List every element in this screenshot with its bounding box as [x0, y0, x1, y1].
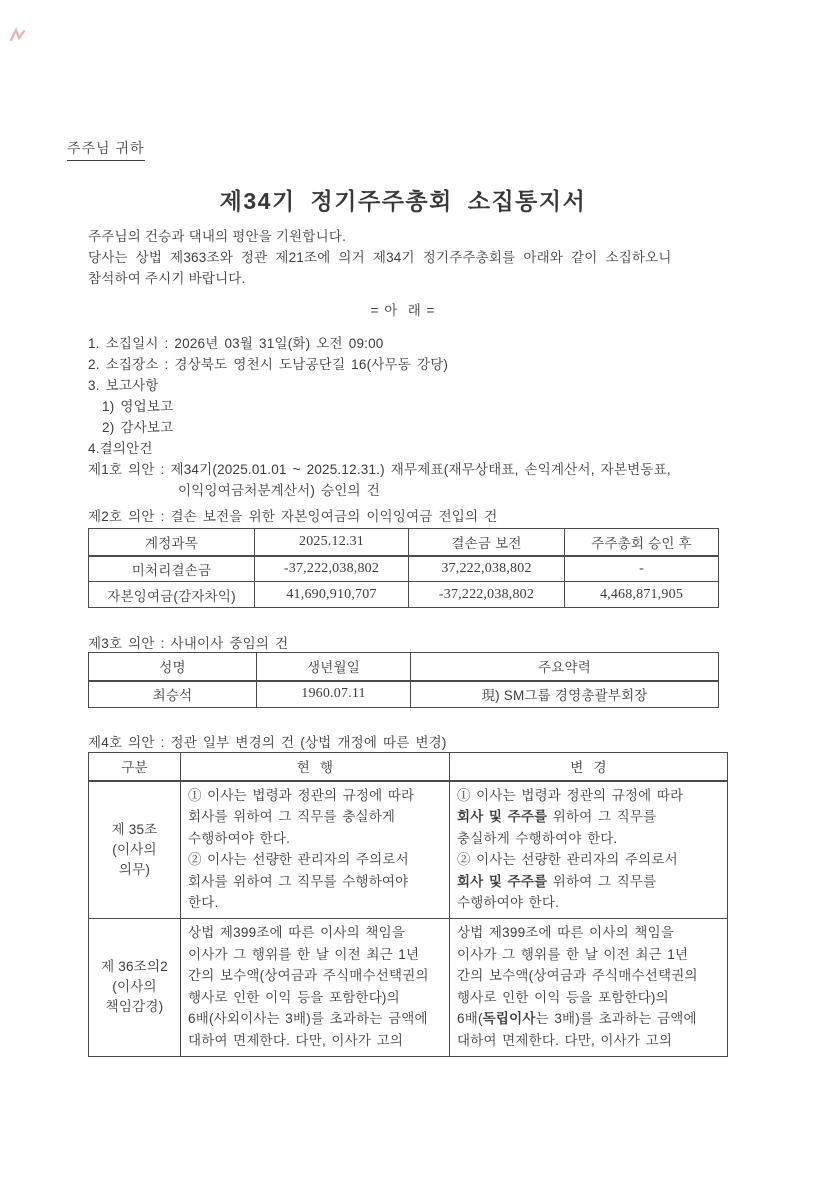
- cell-name: 최승석: [89, 681, 257, 708]
- cell-article-number: 제 36조의2 (이사의 책임감경): [89, 919, 181, 1057]
- table-header-row: [89, 653, 719, 681]
- cell-amount: 37,222,038,802: [409, 556, 565, 582]
- notice-item-reports: 3. 보고사항: [88, 378, 159, 393]
- agenda4-heading: 제4호 의안 : 정관 일부 변경의 건 (상법 개정에 따른 변경): [88, 735, 447, 750]
- col-account: 계정과목: [89, 529, 255, 556]
- col-category: 구분: [89, 753, 181, 781]
- agenda4-articles-amendment-table: [88, 752, 728, 1057]
- greeting-line-1: 주주님의 건승과 댁내의 평안을 기원합니다.: [88, 229, 347, 244]
- cell-revised-text: ① 이사는 법령과 정관의 규정에 따라 회사 및 주주를 위하여 그 직무를 충실하게 수행하여야 한다. ② 이사는 선량한 관리자의 주의로서 회사 및 주주를 위하여 그 직무를 수행하여야 한다.: [450, 781, 728, 919]
- col-revised: 변 경: [450, 753, 728, 781]
- cell-amount: -37,222,038,802: [409, 582, 565, 608]
- agenda1-line-1: 제1호 의안 : 제34기(2025.01.01 ~ 2025.12.31.) 재무제표(재무상태표, 손익계산서, 자본변동표,: [88, 462, 671, 477]
- cell-birthdate: 1960.07.11: [257, 681, 411, 708]
- cell-amount: -: [565, 556, 719, 582]
- cell-current-text: 상법 제399조에 따른 이사의 책임을 이사가 그 행위를 한 날 이전 최근 1년 간의 보수액(상여금과 주식매수선택권의 행사로 인한 이익 등을 포함한다)의 6배(사외이사는 3배)를 초과하는 금액에 대하여 면제한다. 다만, 이사가 고의: [181, 919, 450, 1057]
- col-deficit-coverage: 결손금 보전: [409, 529, 565, 556]
- notice-subitem-audit-report: 2) 감사보고: [102, 420, 174, 435]
- cell-account: 미처리결손금: [89, 556, 255, 582]
- table-row-article-36-2: [89, 919, 728, 1057]
- table-header-row: [89, 753, 728, 781]
- agenda3-director-table: [88, 652, 719, 708]
- agenda2-heading: 제2호 의안 : 결손 보전을 위한 자본잉여금의 이익잉여금 전입의 건: [88, 509, 498, 524]
- col-current: 현 행: [181, 753, 450, 781]
- notice-item-venue: 2. 소집장소 : 경상북도 영천시 도남공단길 16(사무동 강당): [88, 357, 449, 372]
- table-header-row: [89, 529, 719, 556]
- below-divider-label: = 아 래 =: [370, 303, 436, 318]
- table-row: [89, 556, 719, 582]
- agenda2-deficit-table: [88, 528, 719, 608]
- col-after-approval: 주주총회 승인 후: [565, 529, 719, 556]
- cell-career: 現) SM그룹 경영총괄부회장: [411, 681, 719, 708]
- col-date: 2025.12.31: [255, 529, 409, 556]
- col-career: 주요약력: [411, 653, 719, 681]
- cell-current-text: ① 이사는 법령과 정관의 규정에 따라 회사를 위하여 그 직무를 충실하게 수행하여야 한다. ② 이사는 선량한 관리자의 주의로서 회사를 위하여 그 직무를 수행하여야 한다.: [181, 781, 450, 919]
- recipient-line: 주주님 귀하: [67, 138, 145, 161]
- cell-revised-text: 상법 제399조에 따른 이사의 책임을 이사가 그 행위를 한 날 이전 최근 1년 간의 보수액(상여금과 주식매수선택권의 행사로 인한 이익 등을 포함한다)의 6배(독립이사는 3배)를 초과하는 금액에 대하여 면제한다. 다만, 이사가 고의: [450, 919, 728, 1057]
- cell-amount: -37,222,038,802: [255, 556, 409, 582]
- notice-subitem-business-report: 1) 영업보고: [102, 399, 174, 414]
- table-row-article-35: [89, 781, 728, 919]
- cell-article-number: 제 35조 (이사의 의무): [89, 781, 181, 919]
- greeting-line-2: 당사는 상법 제363조와 정관 제21조에 의거 제34기 정기주주총회를 아래와 같이 소집하오니: [88, 250, 672, 265]
- notice-item-resolutions: 4.결의안건: [88, 441, 153, 456]
- greeting-paragraph: [88, 226, 728, 289]
- greeting-line-3: 참석하여 주시기 바랍니다.: [88, 271, 246, 286]
- table-row: [89, 582, 719, 608]
- col-birthdate: 생년월일: [257, 653, 411, 681]
- agenda3-heading: 제3호 의안 : 사내이사 중임의 건: [88, 636, 289, 651]
- cell-amount: 41,690,910,707: [255, 582, 409, 608]
- notice-item-datetime: 1. 소집일시 : 2026년 03월 31일(화) 오전 09:00: [88, 336, 384, 351]
- col-name: 성명: [89, 653, 257, 681]
- meeting-details-list: [88, 333, 738, 501]
- table-row: [89, 681, 719, 708]
- red-pen-mark: [8, 26, 28, 46]
- agenda1-line-2: 이익잉여금처분계산서) 승인의 건: [178, 483, 380, 498]
- cell-account: 자본잉여금(감자차익): [89, 582, 255, 608]
- document-title: 제34기 정기주주총회 소집통지서: [219, 188, 587, 214]
- cell-amount: 4,468,871,905: [565, 582, 719, 608]
